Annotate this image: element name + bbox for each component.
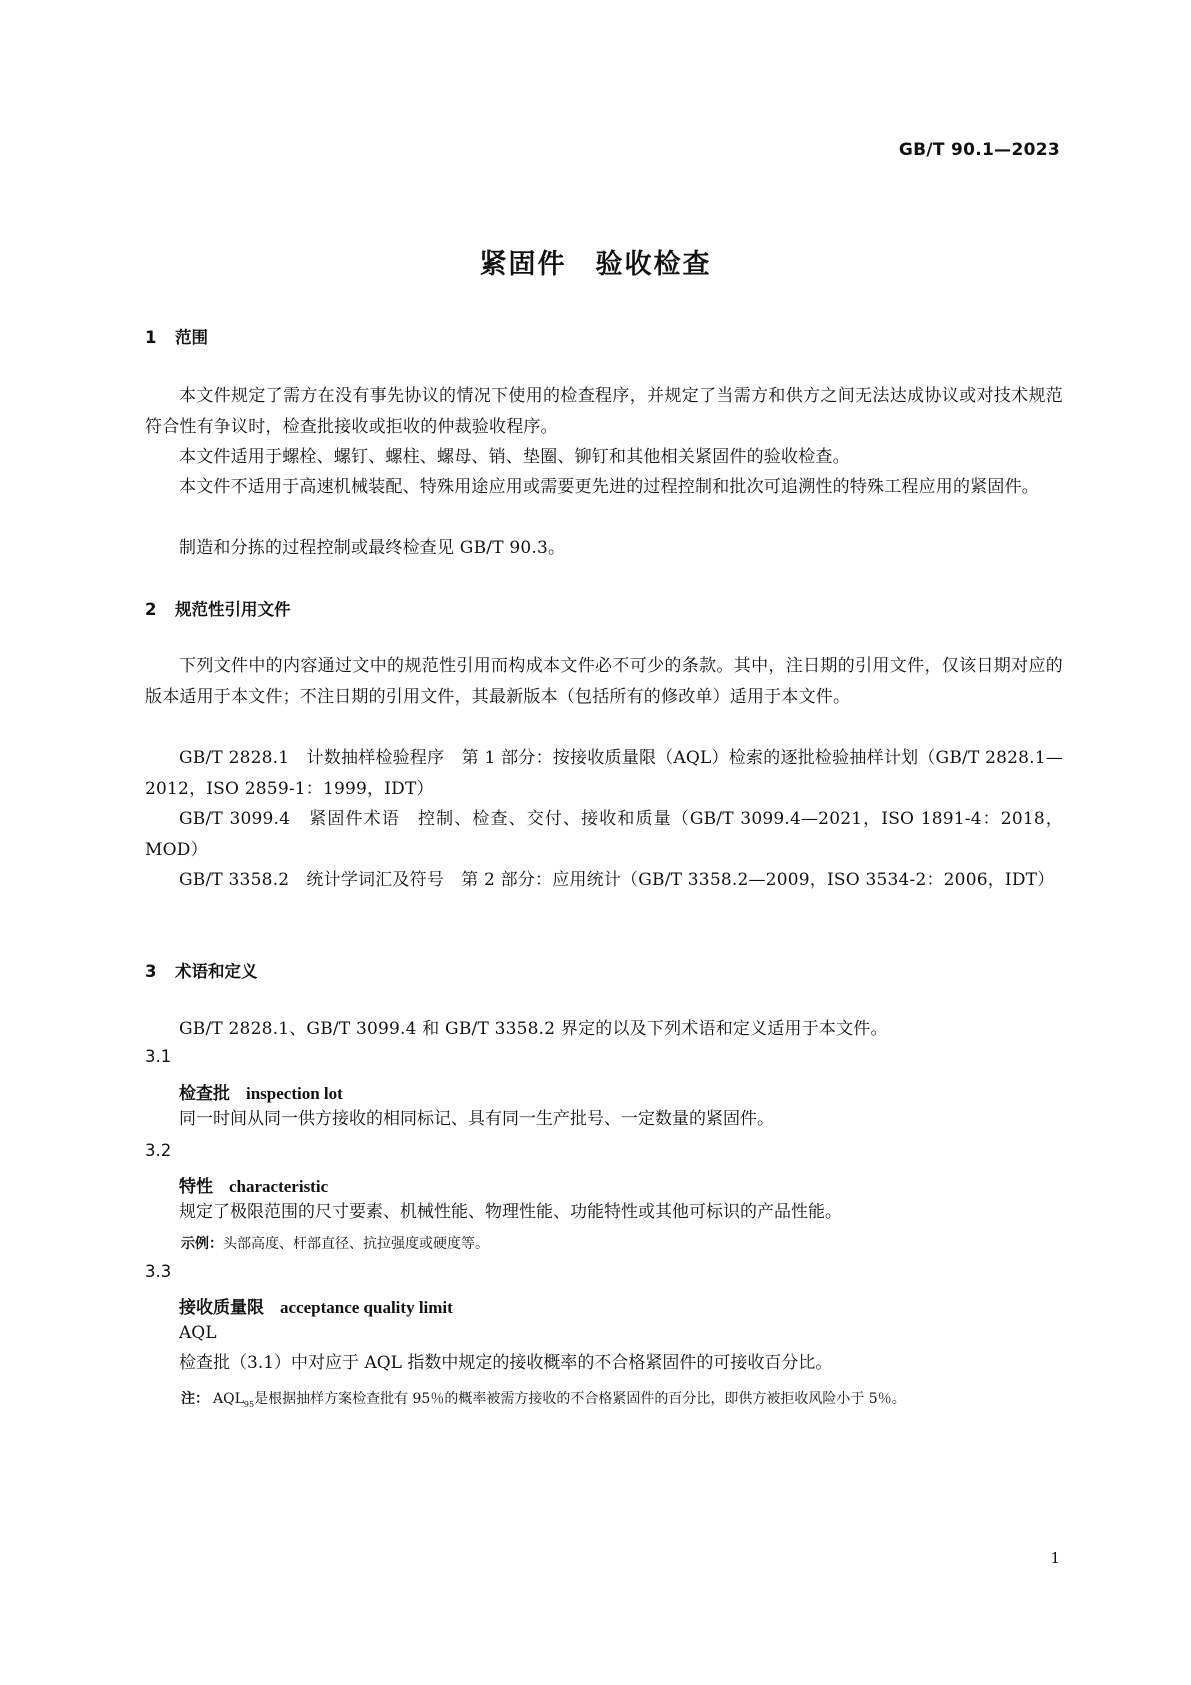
term-note <box>181 1385 1063 1419</box>
term-heading <box>179 1079 343 1104</box>
example-text: 头部高度、杆部直径、抗拉强度或硬度等。 <box>223 1236 489 1252</box>
section-3-heading <box>145 958 258 982</box>
section-number: 2 <box>145 600 157 619</box>
term-number: 3.2 <box>145 1141 172 1160</box>
term-definition: 同一时间从同一供方接收的相同标记、具有同一生产批号、一定数量的紧固件。 <box>179 1109 774 1129</box>
term-number: 3.3 <box>145 1262 172 1281</box>
section-title: 规范性引用文件 <box>175 600 291 619</box>
page-number: 1 <box>1050 1549 1060 1567</box>
term-heading <box>179 1293 453 1318</box>
note-text: 是根据抽样方案检查批有 95％的概率被需方接收的不合格紧固件的百分比，即供方被拒收风险小于 5％。 <box>254 1391 906 1407</box>
standard-number: GB/T 90.1—2023 <box>898 140 1060 160</box>
term-heading <box>179 1172 328 1197</box>
term-english: characteristic <box>229 1177 329 1196</box>
paragraph: 本文件规定了需方在没有事先协议的情况下使用的检查程序，并规定了当需方和供方之间无法达成协议或对技术规范符合性有争议时，检查批接收或拒收的仲裁验收程序。 <box>145 386 1063 437</box>
section-number: 3 <box>145 962 157 981</box>
reference-item: GB/T 2828.1 计数抽样检验程序 第 1 部分：按接收质量限（AQL）检索的逐批检验抽样计划（GB/T 2828.1—2012，ISO 2859-1：1999，IDT） <box>145 748 1063 799</box>
term-example <box>181 1233 489 1253</box>
section-number: 1 <box>145 328 157 347</box>
reference-item: GB/T 3099.4 紧固件术语 控制、检查、交付、接收和质量（GB/T 3099.4—2021，ISO 1891-4：2018，MOD） <box>145 809 1063 860</box>
paragraph: 制造和分拣的过程控制或最终检查见 GB/T 90.3。 <box>179 538 566 558</box>
section-title: 术语和定义 <box>175 962 258 981</box>
paragraph: GB/T 2828.1、GB/T 3099.4 和 GB/T 3358.2 界定的以及下列术语和定义适用于本文件。 <box>179 1019 888 1039</box>
document-title: 紧固件 验收检查 <box>479 249 712 280</box>
note-aql: AQL <box>213 1391 244 1407</box>
term-chinese: 接收质量限 <box>179 1298 264 1318</box>
term-english: acceptance quality limit <box>280 1298 453 1317</box>
term-abbreviation: AQL <box>179 1323 217 1343</box>
section-2-heading <box>145 596 291 620</box>
note-aql-subscript: 95 <box>243 1399 255 1409</box>
term-definition: 检查批（3.1）中对应于 AQL 指数中规定的接收概率的不合格紧固件的可接收百分比。 <box>179 1353 833 1373</box>
reference-item: GB/T 3358.2 统计学词汇及符号 第 2 部分：应用统计（GB/T 3358.2—2009，ISO 3534-2：2006，IDT） <box>179 870 1055 890</box>
section-title: 范围 <box>175 328 208 347</box>
paragraph: 下列文件中的内容通过文中的规范性引用而构成本文件必不可少的条款。其中，注日期的引用文件，仅该日期对应的版本适用于本文件；不注日期的引用文件，其最新版本（包括所有的修改单）适用于本文件。 <box>145 656 1063 707</box>
example-label: 示例： <box>181 1236 223 1252</box>
term-definition: 规定了极限范围的尺寸要素、机械性能、物理性能、功能特性或其他可标识的产品性能。 <box>179 1202 842 1222</box>
paragraph: 本文件适用于螺栓、螺钉、螺柱、螺母、销、垫圈、铆钉和其他相关紧固件的验收检查。 <box>179 447 850 467</box>
term-english: inspection lot <box>246 1084 343 1103</box>
term-chinese: 检查批 <box>179 1084 230 1104</box>
term-number: 3.1 <box>145 1047 172 1066</box>
note-label: 注： <box>181 1391 209 1407</box>
section-1-heading <box>145 324 208 348</box>
term-chinese: 特性 <box>179 1177 213 1197</box>
paragraph: 本文件不适用于高速机械装配、特殊用途应用或需要更先进的过程控制和批次可追溯性的特殊工程应用的紧固件。 <box>179 477 1039 497</box>
